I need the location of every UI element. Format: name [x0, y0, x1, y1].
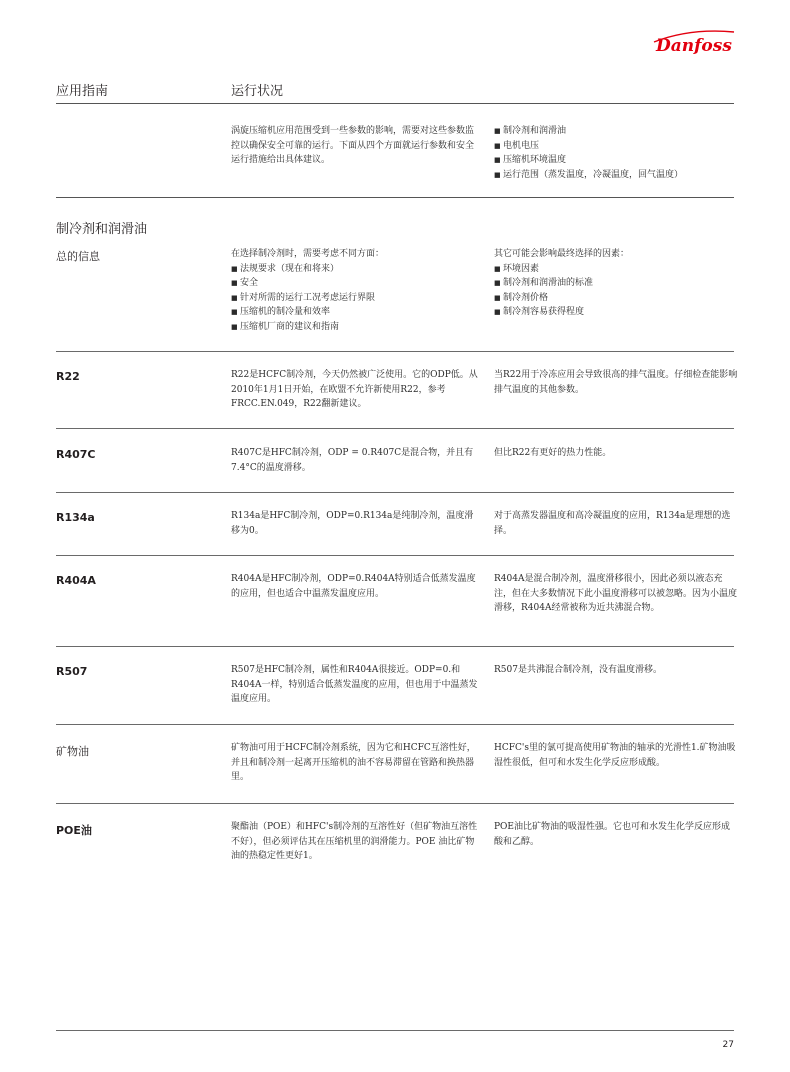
r22-col2: [494, 368, 738, 397]
list-item: ■ 电机电压: [494, 139, 738, 154]
row-label-mineral-oil: 矿物油: [56, 745, 89, 758]
cell-text: 矿物油可用于HCFC制冷剂系统，因为它和HCFC互溶性好，并且和制冷剂一起离开压缩机的油不容易滞留在管路和换热器里。: [231, 743, 476, 782]
row-label-r404a: R404A: [56, 574, 96, 587]
mineral-oil-col2: [494, 741, 738, 770]
r134a-col1: [231, 509, 479, 538]
list-item: ■ 法规要求（现在和将来）: [231, 262, 479, 277]
cell-text: 但比R22有更好的热力性能。: [494, 448, 612, 458]
logo-text: Danfoss: [656, 36, 732, 56]
list-item: ■ 制冷剂和润滑油的标准: [494, 276, 738, 291]
footer-divider: [56, 1030, 734, 1031]
cell-text: 对于高蒸发器温度和高冷凝温度的应用，R134a是理想的选择。: [494, 511, 731, 536]
cell-text: R407C是HFC制冷剂，ODP = 0.R407C是混合物，并且有7.4°C的温度滑移。: [231, 448, 474, 473]
list-item: ■ 针对所需的运行工况考虑运行界限: [231, 291, 479, 306]
list-item: ■ 压缩机厂商的建议和指南: [231, 320, 479, 335]
r22-col1: [231, 368, 479, 412]
intro-list: [494, 124, 738, 182]
list-item: ■ 压缩机的制冷量和效率: [231, 305, 479, 320]
general-col1: [231, 247, 479, 334]
r507-col1: [231, 663, 479, 707]
r134a-col2: [494, 509, 738, 538]
header-divider: [56, 103, 734, 104]
cell-text: R404A是混合制冷剂，温度滑移很小，因此必须以液态充注，但在大多数情况下此小温度滑移可以被忽略。因为小温度滑移，R404A经常被称为近共沸混合物。: [494, 574, 738, 613]
cell-text: R134a是HFC制冷剂，ODP=0.R134a是纯制冷剂，温度滑移为0。: [231, 511, 474, 536]
page-number: 27: [722, 1040, 734, 1050]
row-divider: [56, 492, 734, 493]
cell-text: 聚酯油（POE）和HFC's制冷剂的互溶性好（但矿物油互溶性不好），但必须评估其在压缩机里的润滑能力。POE 油比矿物油的热稳定性更好1。: [231, 822, 478, 861]
list-item: ■ 运行范围（蒸发温度，冷凝温度，回气温度）: [494, 168, 738, 183]
page-title: 运行状况: [231, 84, 284, 99]
row-label-r134a: R134a: [56, 511, 95, 524]
cell-text: R404A是HFC制冷剂，ODP=0.R404A特别适合低蒸发温度的应用，但也适合中温蒸发温度应用。: [231, 574, 476, 599]
row-divider: [56, 555, 734, 556]
list-item: ■ 制冷剂和润滑油: [494, 124, 738, 139]
list-item: ■ 安全: [231, 276, 479, 291]
r404a-col1: [231, 572, 479, 601]
general-col1-intro: 在选择制冷剂时，需要考虑不同方面：: [231, 249, 385, 259]
row-divider: [56, 724, 734, 725]
danfoss-logo: [650, 24, 738, 56]
row-divider: [56, 351, 734, 352]
row-label-r507: R507: [56, 665, 88, 678]
row-divider: [56, 803, 734, 804]
row-label-r22: R22: [56, 370, 80, 383]
mineral-oil-col1: [231, 741, 479, 785]
cell-text: 当R22用于冷冻应用会导致很高的排气温度。仔细检查能影响排气温度的其他参数。: [494, 370, 738, 395]
row-divider: [56, 646, 734, 647]
cell-text: POE油比矿物油的吸湿性强。它也可和水发生化学反应形成酸和乙醇。: [494, 822, 731, 847]
row-label-poe-oil: POE油: [56, 824, 92, 837]
cell-text: HCFC's里的氯可提高使用矿物油的轴承的光滑性1.矿物油吸湿性很低，但可和水发生化学反应形成酸。: [494, 743, 736, 768]
r407c-col2: [494, 446, 738, 461]
list-item: ■ 环境因素: [494, 262, 738, 277]
intro-text: [231, 124, 479, 168]
general-col2: [494, 247, 738, 320]
general-col2-intro: 其它可能会影响最终选择的因素：: [494, 249, 630, 259]
row-label-r407c: R407C: [56, 448, 96, 461]
intro-paragraph: 涡旋压缩机应用范围受到一些参数的影响，需要对这些参数监控以确保安全可靠的运行。下面从四个方面就运行参数和安全运行措施给出具体建议。: [231, 126, 475, 165]
cell-text: R507是HFC制冷剂，属性和R404A很接近。ODP=0.和R404A一样，特别适合低蒸发温度的应用，但也用于中温蒸发温度应用。: [231, 665, 478, 704]
danfoss-logo-graphic: [650, 24, 738, 56]
r507-col2: [494, 663, 738, 678]
poe-oil-col2: [494, 820, 738, 849]
cell-text: R507是共沸混合制冷剂，没有温度滑移。: [494, 665, 662, 675]
list-item: ■ 压缩机环境温度: [494, 153, 738, 168]
r407c-col1: [231, 446, 479, 475]
row-label-general: 总的信息: [56, 250, 100, 263]
row-divider: [56, 428, 734, 429]
poe-oil-col1: [231, 820, 479, 864]
r404a-col2: [494, 572, 738, 616]
cell-text: R22是HCFC制冷剂，今天仍然被广泛使用。它的ODP低。从2010年1月1日开始，在欧盟不允许新使用R22，参考FRCC.EN.049，R22翻新建议。: [231, 370, 478, 409]
list-item: ■ 制冷剂价格: [494, 291, 738, 306]
section-title: 制冷剂和润滑油: [56, 222, 148, 237]
doc-category: 应用指南: [56, 84, 109, 99]
section-divider: [56, 197, 734, 198]
list-item: ■ 制冷剂容易获得程度: [494, 305, 738, 320]
